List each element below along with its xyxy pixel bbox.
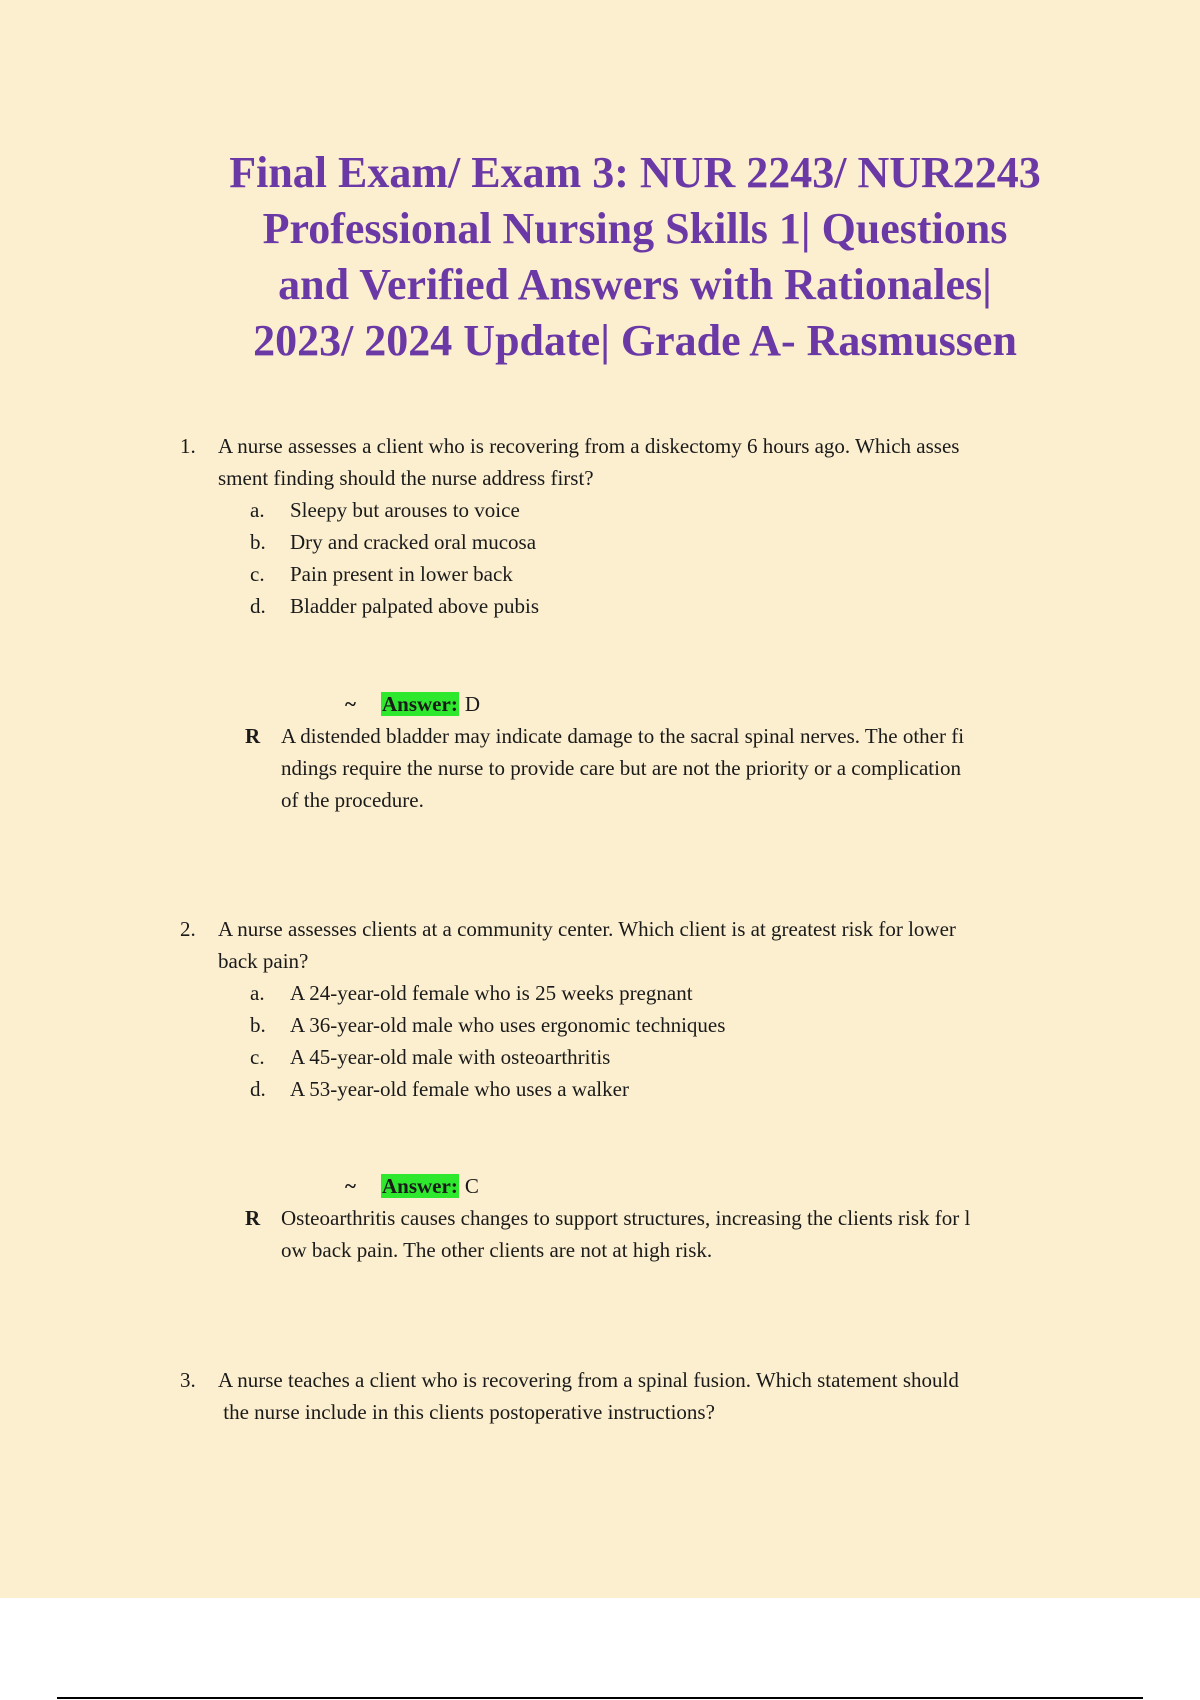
option-letter: d.: [250, 594, 266, 618]
option-text: A 45-year-old male with osteoarthritis: [290, 1045, 611, 1069]
rationale-line: ow back pain. The other clients are not at high risk.: [281, 1238, 713, 1262]
option-text: Dry and cracked oral mucosa: [290, 530, 537, 554]
option-letter: d.: [250, 1077, 266, 1101]
option-letter: b.: [250, 530, 266, 554]
option-letter: a.: [250, 498, 265, 522]
rationale-line: Osteoarthritis causes changes to support structures, increasing the clients risk for l: [281, 1206, 971, 1230]
question-text-line: sment finding should the nurse address first?: [218, 466, 594, 490]
option-b: [250, 1009, 1050, 1041]
option-a: [250, 977, 1050, 1009]
answer-options: [250, 977, 1050, 1105]
title-line: Professional Nursing Skills 1| Questions: [262, 204, 1008, 253]
answer-marker: ~: [345, 692, 356, 716]
question-text-line: A nurse assesses clients at a community center. Which client is at greatest risk for lower: [218, 917, 956, 941]
option-c: [250, 558, 1050, 590]
option-a: [250, 494, 1050, 526]
question-text-line: A nurse teaches a client who is recovering from a spinal fusion. Which statement should: [218, 1368, 959, 1392]
question-text-line: A nurse assesses a client who is recovering from a diskectomy 6 hours ago. Which asses: [218, 434, 960, 458]
answer-label: Answer:: [382, 692, 458, 716]
option-text: A 36-year-old male who uses ergonomic techniques: [290, 1013, 726, 1037]
title-line: Final Exam/ Exam 3: NUR 2243/ NUR2243: [229, 148, 1041, 197]
rationale-text: [281, 1202, 1101, 1266]
option-d: [250, 1073, 1050, 1105]
rationale-marker: R: [245, 724, 261, 748]
rationale-marker: R: [245, 1206, 261, 1230]
option-d: [250, 590, 1050, 622]
answer-marker: ~: [345, 1174, 356, 1198]
option-text: Bladder palpated above pubis: [290, 594, 540, 618]
option-letter: b.: [250, 1013, 266, 1037]
question-text: [218, 913, 1100, 977]
answer-options: [250, 494, 1050, 622]
answer-line: [345, 1170, 479, 1202]
answer-line: [345, 688, 480, 720]
option-text: A 24-year-old female who is 25 weeks pregnant: [290, 981, 693, 1005]
option-letter: a.: [250, 981, 265, 1005]
option-c: [250, 1041, 1050, 1073]
question-text-line: the nurse include in this clients postoperative instructions?: [218, 1400, 715, 1424]
option-text: Sleepy but arouses to voice: [290, 498, 520, 522]
rationale-line: A distended bladder may indicate damage to the sacral spinal nerves. The other fi: [281, 724, 965, 748]
question-text: [218, 1364, 1100, 1428]
document-title: [150, 145, 1120, 369]
footer-divider: [57, 1697, 1143, 1699]
title-line: and Verified Answers with Rationales|: [278, 260, 992, 309]
rationale-line: ndings require the nurse to provide care but are not the priority or a complication: [281, 756, 961, 780]
answer-label: Answer:: [382, 1174, 458, 1198]
question-number: 3.: [180, 1368, 196, 1392]
rationale-line: of the procedure.: [281, 788, 424, 812]
question-text: [218, 430, 1100, 494]
question-number: 2.: [180, 917, 196, 941]
answer-value: C: [464, 1174, 479, 1198]
answer-value: D: [464, 692, 480, 716]
option-letter: c.: [250, 1045, 265, 1069]
option-text: A 53-year-old female who uses a walker: [290, 1077, 629, 1101]
option-text: Pain present in lower back: [290, 562, 513, 586]
rationale-text: [281, 720, 1101, 816]
option-letter: c.: [250, 562, 265, 586]
option-b: [250, 526, 1050, 558]
question-number: 1.: [180, 434, 196, 458]
title-line: 2023/ 2024 Update| Grade A- Rasmussen: [253, 316, 1017, 365]
question-text-line: back pain?: [218, 949, 309, 973]
